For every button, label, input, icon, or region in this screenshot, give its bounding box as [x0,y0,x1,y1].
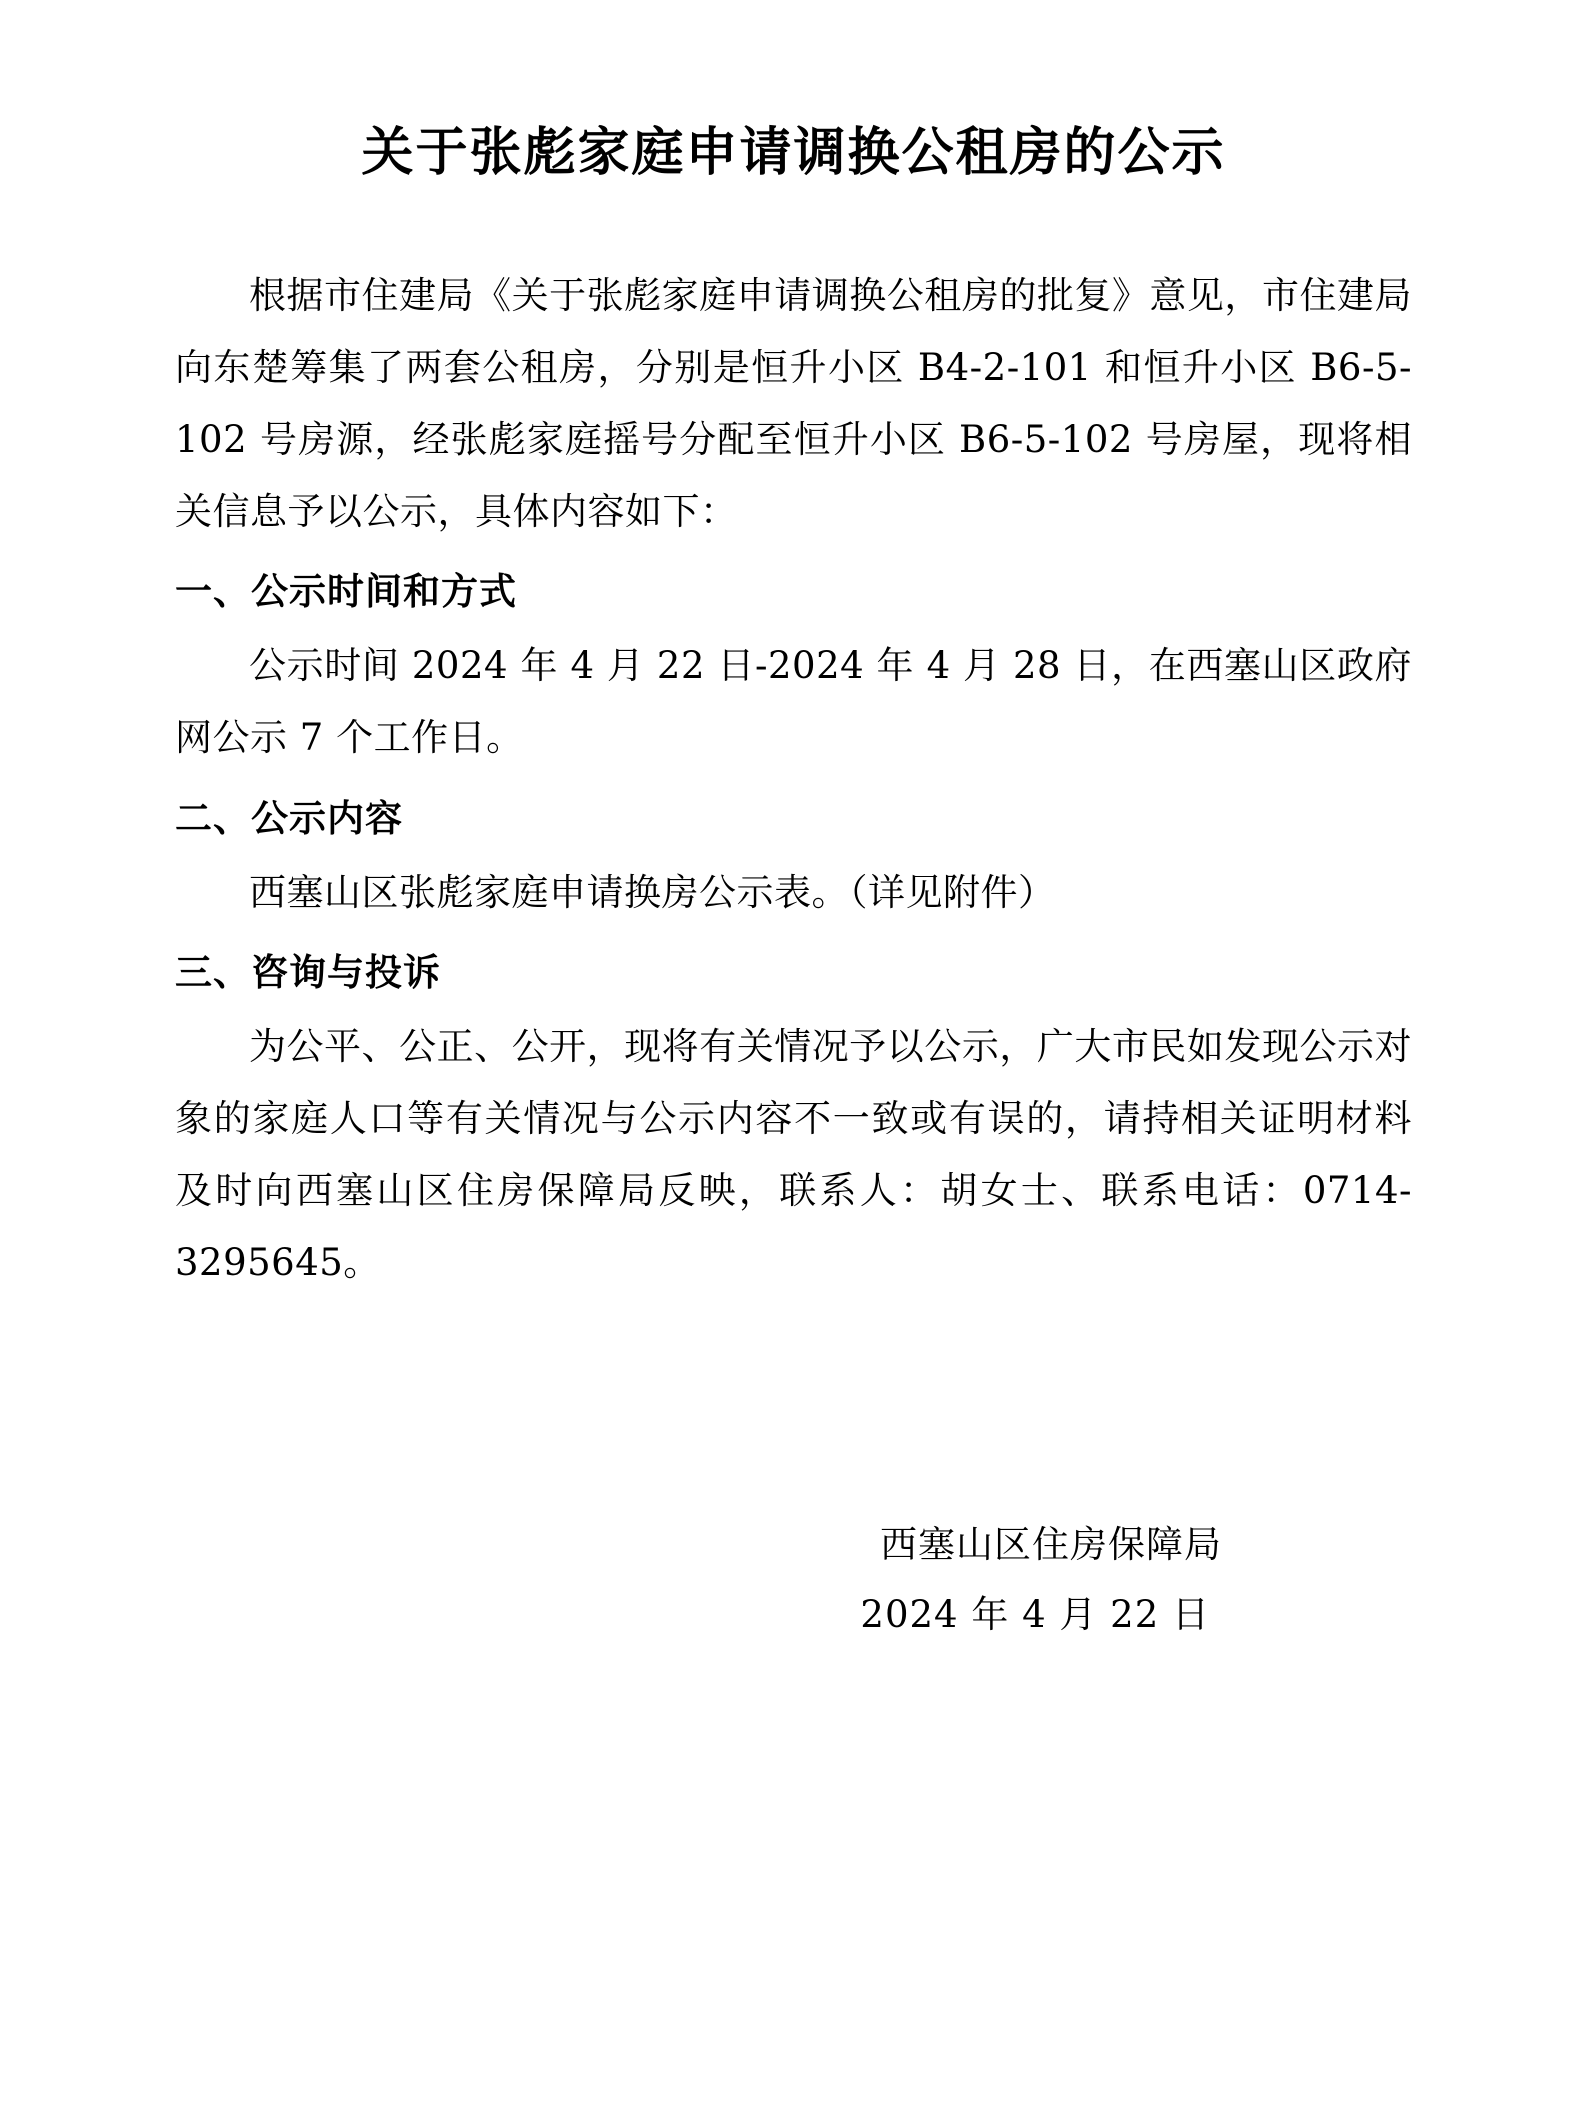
section-text-2: 西塞山区张彪家庭申请换房公示表。（详见附件） [249,870,1056,914]
section-heading-2: 二、公示内容 [175,796,403,840]
page-title: 关于张彪家庭申请调换公租房的公示 [361,123,1226,183]
signature-date: 2024 年 4 月 22 日 [860,1592,1210,1636]
signature-issuer: 西塞山区住房保障局 [880,1522,1222,1566]
section-text-3: 为公平、公正、公开，现将有关情况予以公示，广大市民如发现公示对象的家庭人口等有关情况与公示内容不一致或有误的，请持相关证明材料及时向西塞山区住房保障局反映，联系人：胡女士、联系电话：0714-3295645。 [175,1025,1412,1285]
intro-paragraph: 根据市住建局《关于张彪家庭申请调换公租房的批复》意见，市住建局向东楚筹集了两套公租房，分别是恒升小区 B4-2-101 和恒升小区 B6-5-102 号房源，经张彪家庭摇号分配至恒升小区 B6-5-102 号房屋，现将相关信息予以公示，具体内容如下： [175,273,1412,534]
section-heading-3: 三、咨询与投诉 [175,950,441,994]
section-text-1: 公示时间 2024 年 4 月 22 日-2024 年 4 月 28 日，在西塞山区政府网公示 7 个工作日。 [175,644,1412,760]
section-heading-1: 一、公示时间和方式 [175,570,517,614]
signature-block [175,1510,1412,1651]
